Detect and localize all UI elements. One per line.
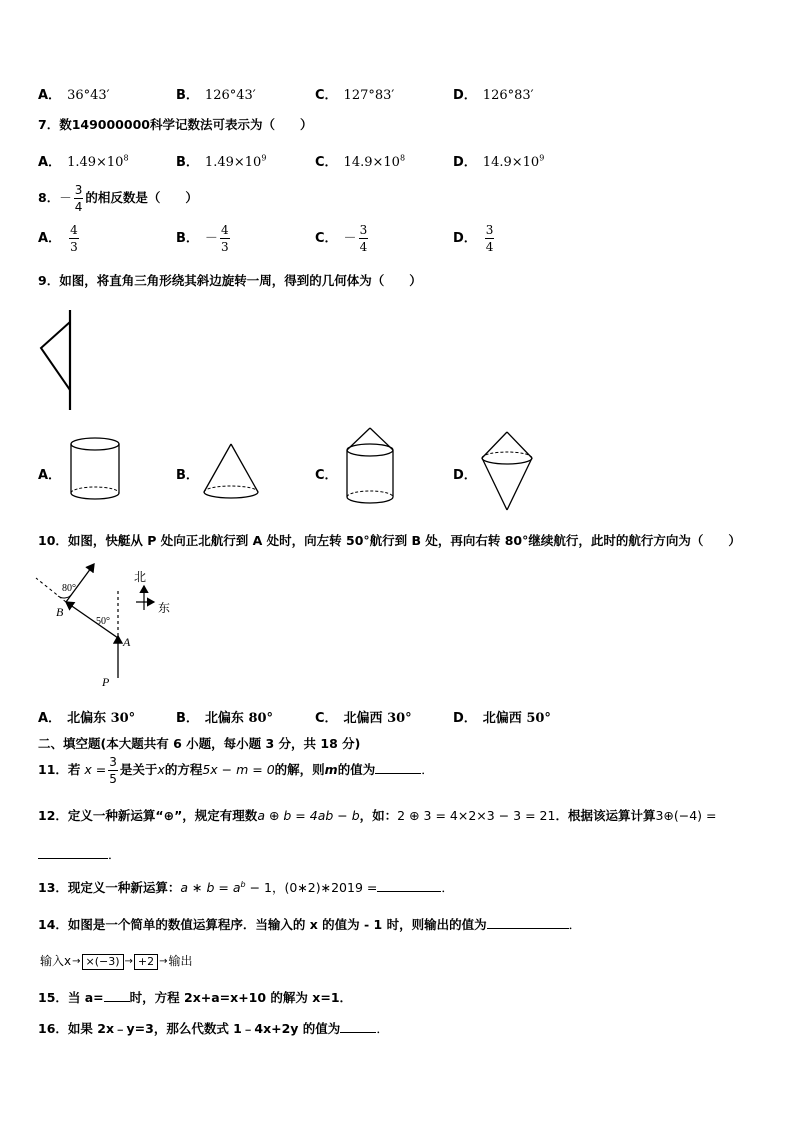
- q8-option-b: B． － $\frac{4}{3}$: [176, 223, 229, 254]
- section-heading: 二、填空题(本大题共有 6 小题，每小题 3 分，共 18 分): [38, 736, 361, 751]
- flow-multiply-box: ×(−3): [82, 954, 124, 970]
- q9-option-b: B．: [176, 468, 199, 483]
- q8-stem: 8．－ $\frac{3}{4}$ 的相反数是（ ）: [38, 183, 198, 214]
- q11-stem: 11．若 x = $\frac{3}{5}$ 是关于x的方程5x − m = 0的解，则m的值为 ．: [38, 755, 434, 786]
- cylinder-figure: [66, 436, 126, 502]
- q15-stem: 15．当 a= 时，方程 2x+a=x+10 的解为 x=1．: [38, 990, 353, 1005]
- q9-stem: 9．如图，将直角三角形绕其斜边旋转一周，得到的几何体为（ ）: [38, 273, 422, 288]
- point-b-label: B: [56, 605, 64, 619]
- q13-stem: 13．现定义一种新运算：a ∗ $b = a^b - 1$，(0∗2)∗2019 = ．: [38, 879, 454, 895]
- q9-option-d: D．: [453, 468, 477, 483]
- cone-figure: [200, 442, 262, 502]
- flow-output: 输出: [168, 954, 193, 968]
- q9-option-c: C．: [315, 468, 338, 483]
- q7-option-b: B． $1.49\times 10^9$: [176, 153, 267, 170]
- q6-option-a: A． 36°43′: [38, 88, 110, 103]
- q10-option-c: C． 北偏西 30°: [315, 711, 412, 726]
- point-a-label: A: [123, 635, 131, 649]
- q8-option-a: A． $\frac{4}{3}$: [38, 223, 78, 254]
- q10-option-d: D． 北偏西 50°: [453, 711, 551, 726]
- q14-flowchart: [40, 952, 193, 970]
- q7-option-d: D． $14.9\times 10^9$: [453, 153, 545, 170]
- flow-input: 输入x: [40, 954, 72, 968]
- arrow-icon: →: [124, 956, 133, 967]
- q9-triangle-figure: [36, 308, 76, 412]
- east-label: 东: [158, 601, 171, 615]
- cone-on-cylinder-figure: [343, 426, 403, 506]
- double-cone-figure: [478, 430, 538, 512]
- q7-stem: 7．数149000000科学记数法可表示为（ ）: [38, 117, 313, 132]
- point-p-label: P: [102, 675, 110, 689]
- q9-option-a: A．: [38, 468, 62, 483]
- q16-stem: 16．如果 2x﹣y=3，那么代数式 1﹣4x+2y 的值为 ．: [38, 1021, 389, 1036]
- q10-stem: 10．如图，快艇从 P 处向正北航行到 A 处时，向左转 50°航行到 B 处，再向右转 80°继续航行，此时的航行方向为（ ）: [38, 533, 741, 548]
- q12-stem: 12．定义一种新运算“⊕”，规定有理数a ⊕ b = 4ab − b，如：2 ⊕ 3 = 4×2×3 − 3 = 21．根据该运算计算3⊕(−4) =: [38, 808, 717, 823]
- arrow-icon: →: [72, 956, 81, 967]
- q8-option-c: C． － $\frac{3}{4}$: [315, 223, 368, 254]
- q6-option-b: B． 126°43′: [176, 88, 256, 103]
- flow-add-box: +2: [134, 954, 158, 970]
- q14-stem: 14．如图是一个简单的数值运算程序．当输入的 x 的值为 - 1 时，则输出的值为 ．: [38, 917, 582, 932]
- q12-answer-line: ．: [38, 845, 121, 863]
- q10-navigation-figure: [30, 560, 190, 695]
- angle-80-label: 80°: [62, 583, 76, 594]
- north-label: 北: [134, 570, 147, 584]
- angle-50-label: 50°: [96, 616, 110, 627]
- q7-option-a: A． $1.49\times 10^8$: [38, 153, 129, 170]
- arrow-icon: →: [159, 956, 168, 967]
- q8-option-d: D． $\frac{3}{4}$: [453, 223, 494, 254]
- q10-option-b: B． 北偏东 80°: [176, 711, 274, 726]
- q6-option-d: D． 126°83′: [453, 88, 534, 103]
- q6-option-c: C． 127°83′: [315, 88, 395, 103]
- q7-option-c: C． $14.9\times 10^8$: [315, 153, 406, 170]
- q10-option-a: A． 北偏东 30°: [38, 711, 136, 726]
